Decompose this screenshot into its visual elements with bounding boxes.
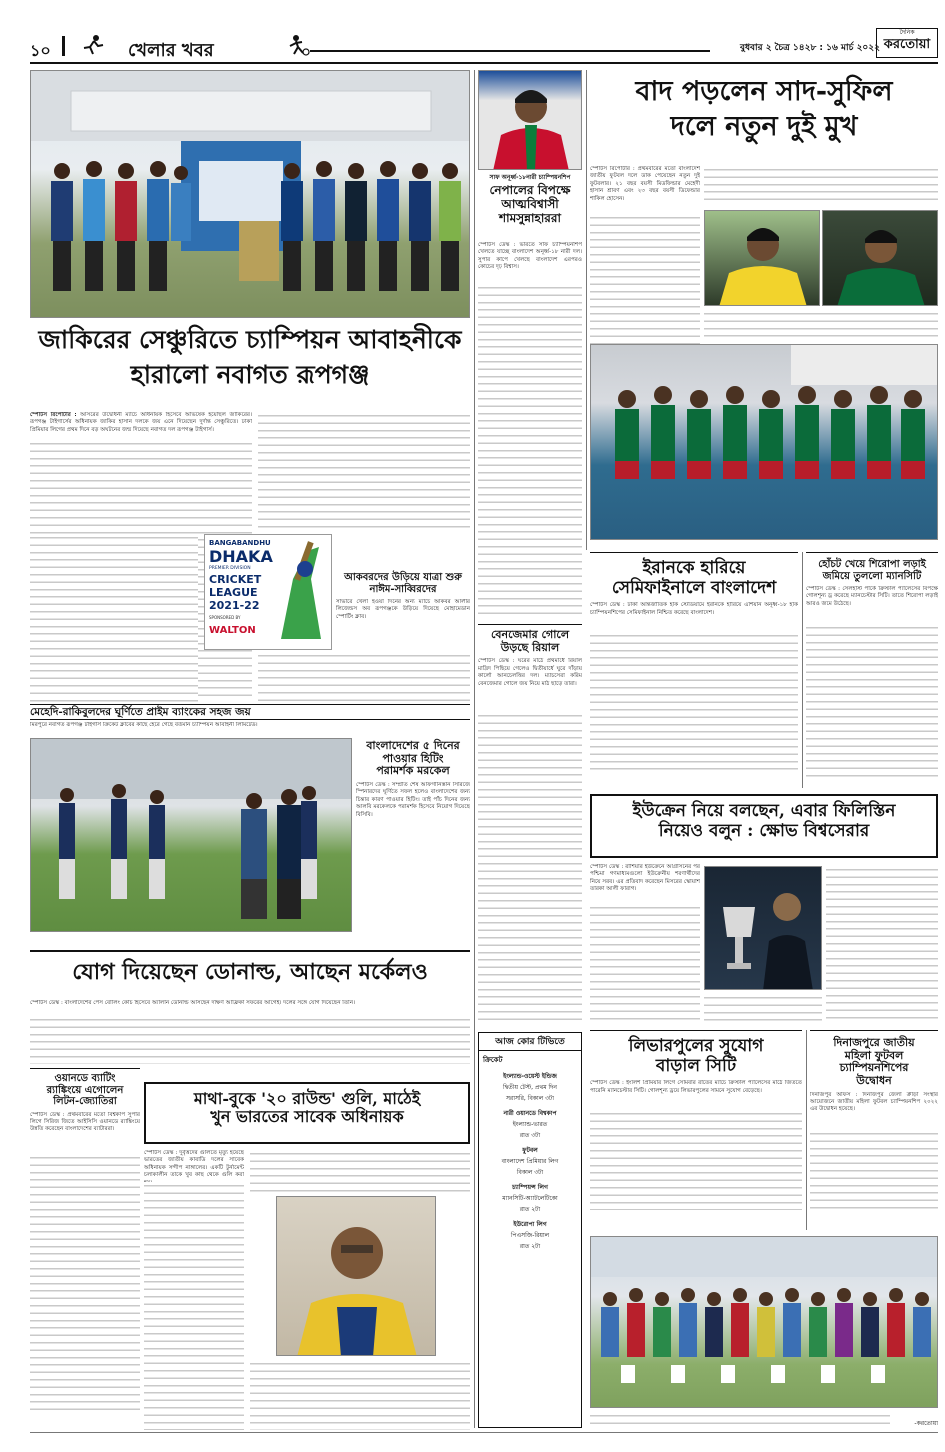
india-headline2: খুন ভারতের সাবেক অধিনায়ক: [210, 1107, 404, 1127]
main-story-col1-cont: [30, 534, 198, 702]
divider-city: [802, 552, 803, 788]
women-football-group-photo: [590, 1236, 938, 1408]
banner-sponsor: WALTON: [209, 625, 256, 636]
hitting-story: [356, 740, 470, 958]
tv-item-detail: দ্বিতীয় টেস্ট, প্রথম দিন: [503, 1084, 557, 1091]
runner-icon: [80, 34, 106, 56]
tv-item-event: ইউরোপা লিগ: [513, 1221, 547, 1228]
banner-season: 2021-22: [209, 599, 260, 612]
tv-item-time: রাত ৩টা: [519, 1132, 541, 1139]
tv-item-time: বিকাল ৩টা: [516, 1169, 544, 1176]
new-player2-photo: [822, 210, 938, 306]
ukraine-filler3: [704, 994, 822, 1024]
ukraine-filler2: [826, 866, 938, 1024]
donald-text: স্পোর্টস ডেস্ক : বাংলাদেশের পেস বোলিং কোচ হিসেবে অ্যালান ডোনাল্ড আসছেন দক্ষিণ আফ্রিকা সফরের আগেই। দলের সঙ্গে যোগ দিয়েছেন তিনি।: [30, 1000, 356, 1006]
banner-sub: PREMIER DIVISION: [209, 566, 251, 571]
header-rule: [310, 50, 710, 52]
page-number: ১০: [30, 41, 51, 60]
dinajpur-filler: [810, 1130, 938, 1210]
city-headline2: জমিয়ে তুললো ম্যানসিটি: [822, 570, 922, 582]
dinajpur-body: দিনাজপুর অফিস : দিনাজপুর জেলা ক্রীড়া সংস্থার আয়োজনে জাতীয় মহিলা ফুটবল চ্যাম্পিয়নশিপ ২০২২ এর উদ্বোধন হয়েছে।: [810, 1091, 938, 1113]
iran-story: [590, 552, 798, 790]
banner-title4: LEAGUE: [209, 586, 258, 599]
prime-bank-body: মিরপুরে নবাগত রূপগঞ্জ টাইগার্স ক্রিকেট ক্লাবের কাছে হেরে গেছে বর্তমান চ্যাম্পিয়ন আবাহনী লিমিটেড।: [30, 722, 258, 728]
women-footballer-photo: [478, 70, 582, 170]
donald-headline-bar: [30, 950, 470, 996]
banner-title2: DHAKA: [209, 547, 273, 566]
squash-trophy-photo: [704, 866, 822, 990]
main-headline-line1: জাকিরের সেঞ্চুরিতে চ্যাম্পিয়ন আবাহনীকে: [38, 325, 462, 354]
tv-item-event: নারী ওয়ানডে বিশ্বকাপ: [503, 1110, 557, 1117]
india-headline1: মাথা-বুকে '২০ রাউন্ড' গুলি, মাঠেই: [193, 1089, 421, 1108]
ukraine-text: স্পোর্টস ডেস্ক : রাশিয়ার ইউক্রেনে আগ্রাসনের পর পশ্চিমা গণমাধ্যমগুলো ইউক্রেনীয় শরণার্থীদের নিয়ে সরব। এর প্রতিবাদ করেছেন মিসরের স্কোয়াশ তারকা আলী ফারাগ।: [590, 864, 700, 893]
ukraine-headline1: ইউক্রেন নিয়ে বলছেন, এবার ফিলিস্তিন: [632, 801, 896, 821]
kabaddi-player-photo: [276, 1196, 436, 1356]
tv-item-0: [479, 1069, 581, 1106]
ukraine-headline-box: [590, 794, 938, 858]
banner-batsman-graphic: [271, 539, 329, 647]
liverpool-headline2: বাড়াল সিটি: [655, 1055, 737, 1076]
ukraine-headline2: নিয়েও বলুন : ক্ষোভ বিশ্বসেরার: [658, 820, 870, 841]
dinajpur-story: [810, 1030, 938, 1230]
india-text: স্পোর্টস ডেস্ক : দুর্বৃত্তদের গুলিতে মৃত্যু হয়েছে ভারতের জাতীয় কাবাডি দলের সাবেক অধিনায়ক সন্দীপ নাঙ্গালের। একটি টুর্নামেন্ট চলাকালীন তাকে খুব কাছ থেকে গুলি করা: [144, 1150, 244, 1179]
brand-box: [876, 28, 938, 58]
header-bottom-rule: [30, 62, 938, 64]
brand-small: দৈনিক: [899, 29, 915, 36]
main-story-filler-col2: [258, 412, 470, 530]
hitting-headline3: পরামর্শক মরকেল: [376, 764, 450, 778]
akbar-headline2: নাঈম-সাব্বিরদের: [369, 583, 437, 595]
akbar-body: সাভারে খেলা হওয়া দিনের অন্য ম্যাচে আকবর আলীর লিজেন্ডস অব রূপগঞ্জকে উড়িয়ে দিয়েছে মোহামেডান স্পোর্টিং ক্লাব।: [336, 599, 470, 620]
hitting-headline2: পাওয়ার হিটিং: [382, 751, 444, 765]
prime-bank-headline-bar: [30, 704, 470, 720]
women-filler: [478, 284, 582, 620]
divider-mid: [586, 70, 587, 550]
hockey-team-photo: [590, 344, 938, 540]
odi-headline1: ওয়ানডে ব্যাটিং: [54, 1073, 116, 1084]
akbar-filler: [258, 652, 470, 702]
donald-filler: [30, 1016, 470, 1064]
dinajpur-credit: -করতোয়া: [914, 1420, 938, 1427]
main-headline-block: [30, 326, 470, 406]
tv-schedule: [478, 1032, 582, 1428]
new-player1-photo: [704, 210, 820, 306]
india-kabaddi-headline-box: [144, 1082, 470, 1144]
tv-item-event: চ্যাম্পিয়ন্স লিগ: [512, 1184, 548, 1191]
benzema-story: [478, 624, 582, 1028]
tv-item-detail: বাংলাদেশ প্রিমিয়ার লিগ: [501, 1158, 559, 1165]
odi-headline3: লিটন-জ্যোতিরা: [53, 1096, 117, 1107]
main-story-text: আসরের উদ্বোধনী ম্যাচে অধিনায়ক হিসেবে অভিষেক হয়েছিল জাকিরের। রূপগঞ্জ টাইগার্সের অধিনায়ক জাকির হাসান দলকে জয় এনে দিয়েছেন দুর্দান্ত সেঞ্চুরিতে। ঢাকা প্রিমিয়ার লিগের প্রথম দিনে বড় অঘটনের জন্ম দিয়েছে নবাগত দল রূপগঞ্জ টাইগার্স।: [30, 412, 252, 433]
tv-item-4: [479, 1217, 581, 1254]
dinajpur-headline3: চ্যাম্পিয়নশিপের: [839, 1061, 909, 1075]
tv-category-cricket: ক্রিকেট: [483, 1056, 503, 1064]
dinajpur-caption-filler: [590, 1412, 890, 1428]
sad-headline-block: [590, 76, 938, 156]
india-filler3: [250, 1360, 470, 1430]
liverpool-filler: [590, 1110, 802, 1210]
prime-bank-headline: মেহেদি-রাকিবুলদের ঘূর্ণিতে প্রাইম ব্যাংকের সহজ জয়: [30, 706, 251, 718]
sad-text: স্পোর্টস রিপোর্টার : প্রথমবারের মতো বাংলাদেশ জাতীয় ফুটবল দলে ডাক পেয়েছেন নতুন দুই ফুটবলার। ২১ বছর বয়সী মিডফিল্ডার মেহেদী হাসান শ্রাবণ এবং ২৩ বছর বয়সী ডিফেন্ডার শাকিল হোসেন।: [590, 166, 700, 202]
benzema-headline2: উড়ছে রিয়াল: [500, 640, 560, 654]
banner-title1: BANGABANDHU: [209, 539, 271, 547]
tv-title-bar: [479, 1033, 581, 1051]
tv-item-time: রাত ২টা: [519, 1206, 541, 1213]
benzema-headline1: বেনজেমার গোলে: [490, 628, 570, 641]
iran-headline2: সেমিফাইনালে বাংলাদেশ: [611, 577, 777, 598]
women-headline: নেপালের বিপক্ষে আত্মবিশ্বাসী শামসুন্নাহাররা: [489, 183, 571, 225]
practice-photo: [30, 738, 352, 932]
iran-filler: [590, 632, 798, 774]
liverpool-headline1: লিভারপুলের সুযোগ: [628, 1036, 764, 1056]
dinajpur-headline4: উদ্বোধন: [856, 1073, 892, 1087]
tv-item-2: [479, 1143, 581, 1180]
benzema-filler: [478, 712, 582, 1022]
dpl-banner: [204, 534, 332, 650]
section-bracket: [62, 36, 66, 56]
hitting-headline1: বাংলাদেশের ৫ দিনের: [366, 739, 460, 752]
sad-headline-line2: দলে নতুন দুই মুখ: [670, 111, 858, 143]
iran-body: স্পোর্টস ডেস্ক : ঢাকা আন্তর্জাতিক হকি স্টেডিয়ামে ইরানকে হারিয়ে এশিয়ান অনূর্ধ্ব-১৮ হকি চ্যাম্পিয়নশিপের সেমিফাইনাল নিশ্চিত করেছে বাংলাদেশ।: [590, 602, 798, 616]
tv-item-3: [479, 1180, 581, 1217]
odi-filler: [30, 1154, 140, 1416]
player-icon: [286, 34, 312, 56]
tv-item-1: [479, 1106, 581, 1143]
banner-sponsored: SPONSORED BY: [209, 615, 241, 620]
iran-headline1: ইরানকে হারিয়ে: [642, 558, 746, 578]
india-filler1: [144, 1182, 244, 1430]
banner-title3: CRICKET: [209, 573, 262, 586]
tv-item-time: রাত ২টা: [519, 1243, 541, 1250]
tv-item-event: ইংল্যান্ড-ওয়েস্ট ইন্ডিজ: [503, 1073, 557, 1080]
benzema-body: স্পোর্টস ডেস্ক : ঘরের মাঠে প্রথমার্ধে রিয়াল মাদ্রিদ পিছিয়ে গেলেও দ্বিতীয়ার্ধে ঘুরে দাঁড়ায় কার্লো আনচেলত্তির দল। ম্যাচসেরা করিম বেনজেমার গোলে জয় নিয়ে মাঠ ছাড়ে তারা।: [478, 658, 582, 687]
tv-item-detail: ইংল্যান্ড-ভারত: [512, 1121, 548, 1128]
header-date: বুধবার ২ চৈত্র ১৪২৮ : ১৬ মার্চ ২০২২: [739, 43, 880, 53]
sad-filler3: [704, 310, 938, 340]
odi-body: স্পোর্টস ডেস্ক : প্রথমবারের মতো বিশ্বকাপ সুপার লিগে সিরিজ জিতে আইসিসি ওয়ানডে র‍্যাঙ্কিংয়ে উন্নতি করেছেন বাংলাদেশের ব্যাটাররা।: [30, 1111, 140, 1133]
india-filler2: [250, 1150, 470, 1192]
main-story-dateline: স্পোর্টস রিপোর্টার :: [30, 412, 77, 418]
page-header: [0, 0, 945, 62]
liverpool-body: স্পোর্টস ডেস্ক : ইংলিশ প্রিমিয়ার লিগে সোমবার রাতের ম্যাচে ক্রিস্টাল প্যালেসের মাঠে জিততে পারেনি ম্যানচেস্টার সিটি। গোলশূন্য ড্রয়ে লিভারপুলের সামনে সুযোগ বেড়েছে।: [590, 1080, 802, 1094]
divider-left: [474, 70, 475, 1428]
city-story: [806, 552, 938, 790]
liverpool-story: [590, 1030, 802, 1230]
odi-ranking-story: [30, 1068, 140, 1428]
city-filler: [806, 624, 938, 780]
cricket-captains-photo: [30, 70, 470, 318]
main-headline-line2: হারালো নবাগত রূপগঞ্জ: [130, 359, 370, 389]
city-headline1: হোঁচট খেয়ে শিরোপা লড়াই: [818, 559, 926, 570]
akbar-headline1: আকবরদের উড়িয়ে যাত্রা শুরু: [344, 572, 462, 583]
divider-dinajpur: [806, 1030, 807, 1230]
women-body: স্পোর্টস ডেস্ক : ভারতে সাফ চ্যাম্পিয়নশিপ খেলতে যাচ্ছে বাংলাদেশ অনূর্ধ্ব-১৮ নারী দল। সুপার কাপে খেলছে বাংলাদেশ এরপরও কোচের দৃঢ় বিশ্বাস।: [478, 242, 582, 271]
dinajpur-headline1: দিনাজপুরে জাতীয়: [833, 1036, 915, 1049]
hitting-body: স্পোর্টস ডেস্ক : সম্প্রতি শেষ আফগানিস্তান সিরিজে স্পিনারদের ঘূর্ণিতে সফল হলেও বাংলাদেশের জন্য চিন্তার কারণ পাওয়ার হিটিং। তাই পাঁচ দিনের জন্য আলবি মরকেলকে পরামর্শক হিসেবে নিয়োগ দিয়েছে বিসিবি।: [356, 781, 470, 818]
ukraine-filler1: [590, 904, 700, 1024]
tv-item-detail: পিএসজি-রিয়াল: [510, 1232, 550, 1239]
city-body: স্পোর্টস ডেস্ক : সেলহার্স্ট পার্কে ক্রিস্টাল প্যালেসের বিপক্ষে গোলশূন্য ড্র করেছে ম্যানচেস্টার সিটি। তাতে শিরোপা লড়াই আরও জমে উঠেছে।: [806, 586, 938, 607]
brand-logo: করতোয়া: [883, 37, 931, 52]
section-title: খেলার খবর: [128, 40, 214, 61]
odi-headline2: র‍্যাঙ্কিংয়ে এগোলেন: [46, 1084, 124, 1096]
tv-item-time: সরাসরি, বিকাল ৩টা: [505, 1095, 555, 1102]
dinajpur-headline2: মহিলা ফুটবল: [844, 1048, 904, 1062]
donald-headline: যোগ দিয়েছেন ডোনাল্ড, আছেন মর্কেলও: [72, 959, 428, 985]
tv-item-event: ফুটবল: [522, 1147, 538, 1154]
women-caption: সাফ অনূর্ধ্ব-১৮নারী চ্যাম্পিয়নশিপ: [489, 174, 571, 181]
sad-filler2: [704, 166, 938, 206]
page-bottom-rule: [30, 1432, 938, 1433]
tv-title: আজ কোর টিভিতে: [495, 1037, 565, 1047]
sad-headline-line1: বাদ পড়লেন সাদ-সুফিল: [635, 76, 893, 107]
tv-item-detail: ম্যানসিটি-অ্যাটলেটিকো: [502, 1195, 558, 1202]
